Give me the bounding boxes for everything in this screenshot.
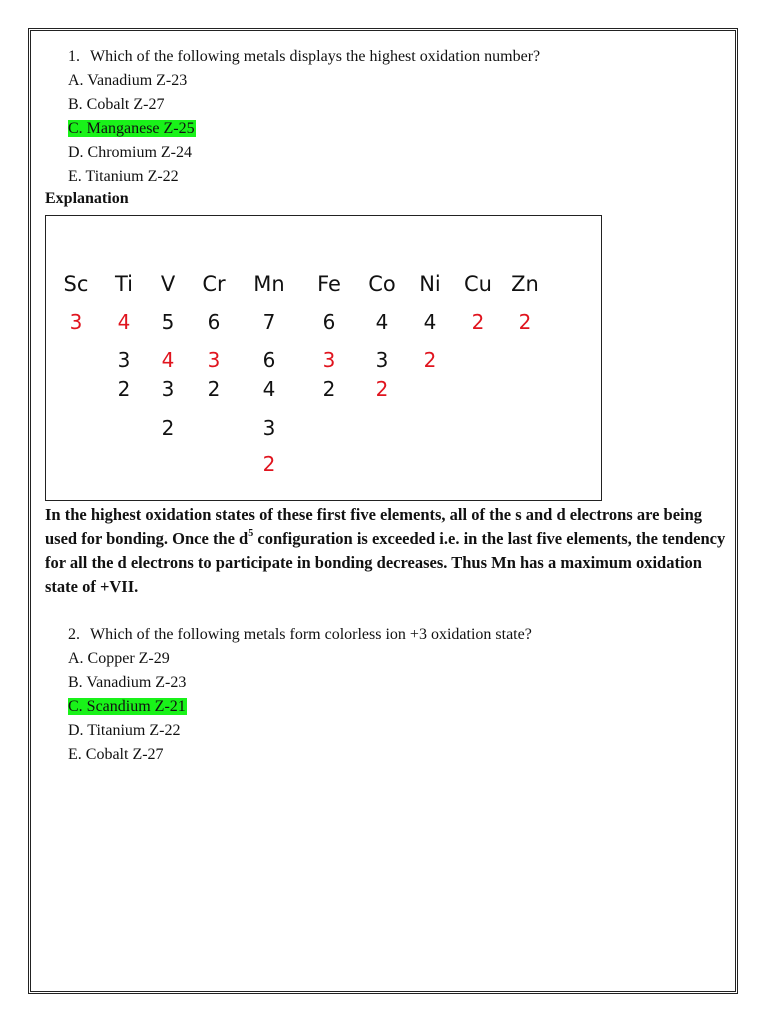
element-symbol-ni: Ni [419, 272, 441, 296]
q1-option-d-label: D. Chromium Z-24 [68, 144, 192, 161]
element-symbol-fe: Fe [317, 272, 341, 296]
oxidation-value-ti-3: 2 [117, 377, 131, 401]
element-symbol-cr: Cr [202, 272, 226, 296]
q2-option-e-label: E. Cobalt Z-27 [68, 746, 164, 763]
oxidation-value-fe-3: 2 [322, 377, 336, 401]
oxidation-value-ti-1: 4 [117, 310, 131, 334]
oxidation-value-co-3: 2 [375, 377, 389, 401]
oxidation-value-v-1: 5 [161, 310, 175, 334]
oxidation-value-cr-2: 3 [207, 348, 221, 372]
element-symbol-ti: Ti [114, 272, 134, 296]
oxidation-value-sc-1: 3 [69, 310, 83, 334]
element-symbol-zn: Zn [511, 272, 539, 296]
oxidation-value-ni-2: 2 [423, 348, 437, 372]
element-symbol-mn: Mn [253, 272, 285, 296]
oxidation-value-fe-2: 3 [322, 348, 336, 372]
oxidation-value-mn-1: 7 [262, 310, 276, 334]
oxidation-value-v-4: 2 [161, 416, 175, 440]
q2-option-b-label: B. Vanadium Z-23 [68, 674, 187, 691]
question-1 [68, 45, 540, 189]
q2-option-c[interactable] [68, 695, 532, 719]
oxidation-value-fe-1: 6 [322, 310, 336, 334]
explanation-heading: Explanation [45, 190, 129, 207]
q2-option-d-label: D. Titanium Z-22 [68, 722, 181, 739]
q1-option-a-label: A. Vanadium Z-23 [68, 72, 188, 89]
question-2-stem [68, 623, 532, 647]
question-1-stem [68, 45, 540, 69]
q1-option-e-label: E. Titanium Z-22 [68, 168, 179, 185]
q2-option-a[interactable] [68, 647, 532, 671]
oxidation-value-v-2: 4 [161, 348, 175, 372]
oxidation-value-mn-5: 2 [262, 452, 276, 476]
oxidation-state-table [45, 215, 602, 501]
q1-option-d[interactable] [68, 141, 540, 165]
oxidation-value-ni-1: 4 [423, 310, 437, 334]
q2-option-d[interactable] [68, 719, 532, 743]
element-symbol-v: V [160, 272, 176, 296]
element-symbol-cu: Cu [464, 272, 492, 296]
oxidation-value-ti-2: 3 [117, 348, 131, 372]
q2-option-b[interactable] [68, 671, 532, 695]
question-1-text: Which of the following metals displays the highest oxidation number? [90, 48, 541, 65]
oxidation-value-mn-4: 3 [262, 416, 276, 440]
oxidation-value-zn-1: 2 [518, 310, 532, 334]
q2-option-c-label-highlighted: C. Scandium Z-21 [68, 698, 186, 715]
element-symbol-sc: Sc [63, 272, 89, 296]
oxidation-value-cu-1: 2 [471, 310, 485, 334]
explanation-text-part2: configuration is exceeded i.e. in the last five elements, the tendency for all the d electrons to participate in bonding decreases. Thus Mn has a maximum oxidation state of +VII. [45, 529, 726, 596]
q1-option-b[interactable] [68, 93, 540, 117]
explanation-paragraph [45, 503, 735, 599]
explanation-superscript: 5 [248, 527, 254, 539]
q1-option-e[interactable] [68, 165, 540, 189]
question-2 [68, 623, 532, 767]
question-2-text: Which of the following metals form colorless ion +3 oxidation state? [90, 626, 532, 643]
q1-option-c-label-highlighted: C. Manganese Z-25 [68, 120, 195, 137]
q1-option-b-label: B. Cobalt Z-27 [68, 96, 165, 113]
oxidation-value-mn-2: 6 [262, 348, 276, 372]
q2-option-a-label: A. Copper Z-29 [68, 650, 170, 667]
oxidation-value-cr-3: 2 [207, 377, 221, 401]
oxidation-value-co-2: 3 [375, 348, 389, 372]
q1-option-c[interactable] [68, 117, 540, 141]
q1-option-a[interactable] [68, 69, 540, 93]
oxidation-value-v-3: 3 [161, 377, 175, 401]
element-symbol-co: Co [368, 272, 396, 296]
oxidation-value-mn-3: 4 [262, 377, 276, 401]
question-1-number: 1. [68, 48, 80, 65]
oxidation-value-co-1: 4 [375, 310, 389, 334]
explanation-text-part1: In the highest oxidation states of these first five elements, all of the s and d electrons are being used for bonding. Once the d [45, 505, 703, 548]
oxidation-value-cr-1: 6 [207, 310, 221, 334]
q2-option-e[interactable] [68, 743, 532, 767]
question-2-number: 2. [68, 626, 80, 643]
